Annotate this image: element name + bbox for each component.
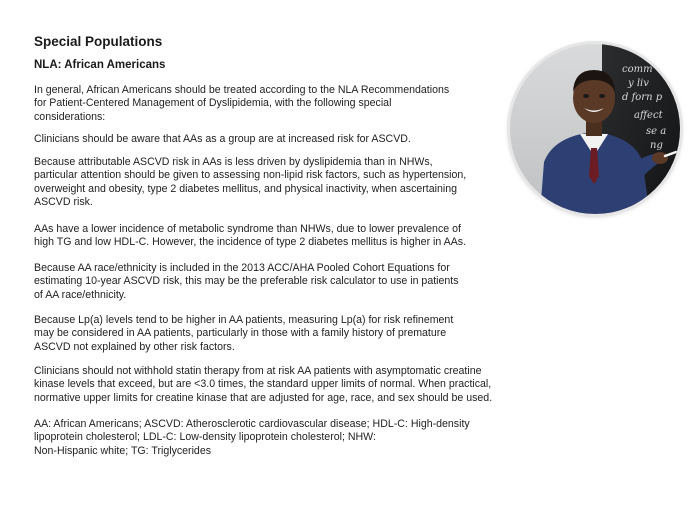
text-line: particular attention should be given to assessing non-lipid risk factors, such as hypertension, — [34, 169, 467, 182]
non-lipid-risk-paragraph — [34, 156, 466, 210]
text-line: Because AA race/ethnicity is included in the 2013 ACC/AHA Pooled Cohort Equations for — [34, 262, 450, 274]
abbreviations-footnote — [34, 418, 470, 458]
text-line: ASCVD risk. — [34, 196, 93, 209]
section-title: NLA: African Americans — [34, 59, 166, 71]
text-line: of AA race/ethnicity. — [34, 288, 127, 301]
text-line: overweight and obesity, type 2 diabetes mellitus, and physical inactivity, when ascertaining — [34, 182, 457, 195]
text-line: ASCVD not explained by other risk factors. — [34, 340, 235, 353]
chalk-text: d forn p — [622, 92, 663, 103]
chalk-text: se a — [646, 126, 667, 137]
left-eye — [583, 94, 589, 98]
text-line: estimating 10-year ASCVD risk, this may be the preferable risk calculator to use in patients — [34, 275, 459, 288]
text-line: may be considered in AA patients, particularly in those with a family history of premature — [34, 327, 447, 340]
chalk-text: comm — [622, 64, 653, 75]
chalk-text: y liv — [628, 78, 649, 89]
text-line: Because Lp(a) levels tend to be higher in AA patients, measuring Lp(a) for risk refinement — [34, 314, 454, 326]
statin-therapy-paragraph — [34, 365, 492, 405]
hand — [652, 152, 668, 164]
text-line: Clinicians should be aware that AAs as a group are at increased risk for ASCVD. — [34, 133, 411, 145]
presenter-photo — [510, 44, 680, 214]
text-line: considerations: — [34, 110, 106, 123]
text-line: Because attributable ASCVD risk in AAs is less driven by dyslipidemia than in NHWs, — [34, 156, 433, 168]
text-line: high TG and low HDL-C. However, the incidence of type 2 diabetes mellitus is higher in AAs. — [34, 236, 467, 249]
text-line: AA: African Americans; ASCVD: Atherosclerotic cardiovascular disease; HDL-C: High-density — [34, 418, 470, 430]
text-line: Non-Hispanic white; TG: Triglycerides — [34, 444, 212, 457]
right-eye — [599, 94, 605, 98]
text-line: In general, African Americans should be treated according to the NLA Recommendations — [34, 84, 450, 96]
risk-awareness-paragraph — [34, 133, 411, 146]
text-line: kinase levels that exceed, but are <3.0 times, the standard upper limits of normal. When practical, — [34, 378, 492, 391]
risk-calculator-paragraph — [34, 262, 459, 302]
lpa-paragraph — [34, 314, 453, 354]
chalk-text: affect — [634, 110, 663, 121]
text-line: AAs have a lower incidence of metabolic syndrome than NHWs, due to lower prevalence of — [34, 223, 461, 235]
presenter-illustration — [510, 44, 680, 214]
text-line: lipoprotein cholesterol; LDL-C: Low-density lipoprotein cholesterol; NHW: — [34, 431, 376, 444]
chalk-text: ng — [650, 140, 663, 151]
page-title: Special Populations — [34, 34, 163, 49]
metabolic-syndrome-paragraph — [34, 223, 466, 250]
intro-paragraph — [34, 84, 449, 124]
text-line: for Patient-Centered Management of Dyslipidemia, with the following special — [34, 97, 392, 110]
text-line: normative upper limits for creatine kinase that are adjusted for age, race, and sex should be used. — [34, 391, 493, 404]
text-line: Clinicians should not withhold statin therapy from at risk AA patients with asymptomatic creatine — [34, 365, 482, 377]
